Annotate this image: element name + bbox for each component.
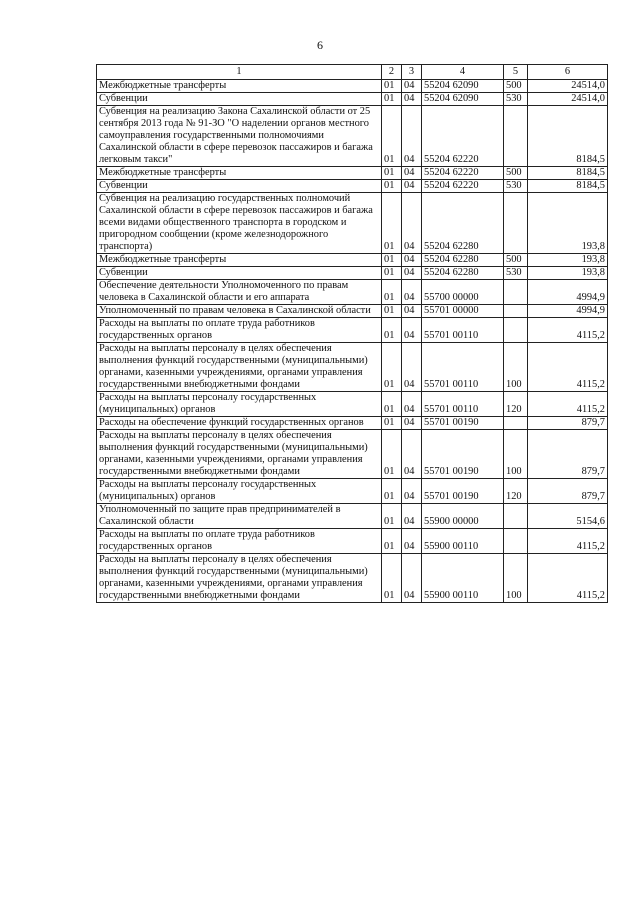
row-section-cell: 01 — [382, 254, 402, 267]
row-subsection-cell: 04 — [402, 180, 422, 193]
table-row — [97, 430, 608, 479]
table-row — [97, 193, 608, 254]
row-expense-type-cell — [504, 193, 528, 254]
row-target-code-cell: 55700 00000 — [422, 280, 504, 305]
row-section-cell: 01 — [382, 80, 402, 93]
row-expense-type-cell: 530 — [504, 267, 528, 280]
row-amount-cell: 193,8 — [528, 254, 608, 267]
row-amount-cell: 8184,5 — [528, 106, 608, 167]
row-target-code-cell: 55204 62090 — [422, 80, 504, 93]
row-section-cell: 01 — [382, 267, 402, 280]
page-number: 6 — [317, 38, 323, 52]
row-target-code-cell: 55900 00110 — [422, 529, 504, 554]
header-col-5: 5 — [504, 65, 528, 80]
row-amount-cell: 4994,9 — [528, 305, 608, 318]
row-amount-cell: 879,7 — [528, 479, 608, 504]
row-amount-cell: 4115,2 — [528, 343, 608, 392]
row-name-cell: Межбюджетные трансферты — [97, 167, 382, 180]
row-amount-cell: 193,8 — [528, 267, 608, 280]
row-subsection-cell: 04 — [402, 430, 422, 479]
table-row — [97, 305, 608, 318]
row-name-cell: Уполномоченный по правам человека в Сахалинской области — [97, 305, 382, 318]
table-row — [97, 504, 608, 529]
row-expense-type-cell — [504, 106, 528, 167]
row-expense-type-cell: 500 — [504, 254, 528, 267]
budget-table — [96, 64, 608, 603]
row-subsection-cell: 04 — [402, 167, 422, 180]
table-row — [97, 417, 608, 430]
row-target-code-cell: 55701 00110 — [422, 343, 504, 392]
row-subsection-cell: 04 — [402, 106, 422, 167]
row-section-cell: 01 — [382, 343, 402, 392]
row-target-code-cell: 55900 00000 — [422, 504, 504, 529]
row-target-code-cell: 55204 62220 — [422, 167, 504, 180]
row-subsection-cell: 04 — [402, 554, 422, 603]
row-expense-type-cell: 120 — [504, 479, 528, 504]
table-row — [97, 106, 608, 167]
row-name-cell: Обеспечение деятельности Уполномоченного по правам человека в Сахалинской области и его аппарата — [97, 280, 382, 305]
row-section-cell: 01 — [382, 430, 402, 479]
row-section-cell: 01 — [382, 554, 402, 603]
row-section-cell: 01 — [382, 167, 402, 180]
row-section-cell: 01 — [382, 392, 402, 417]
row-subsection-cell: 04 — [402, 343, 422, 392]
row-expense-type-cell: 500 — [504, 167, 528, 180]
row-subsection-cell: 04 — [402, 504, 422, 529]
row-name-cell: Расходы на выплаты персоналу в целях обеспечения выполнения функций государственными (муниципальными) органами, казенными учреждениями, органами управления государственными внебюджетными фондами — [97, 430, 382, 479]
row-target-code-cell: 55204 62280 — [422, 254, 504, 267]
table-row — [97, 318, 608, 343]
row-section-cell: 01 — [382, 106, 402, 167]
row-target-code-cell: 55204 62220 — [422, 106, 504, 167]
row-expense-type-cell: 120 — [504, 392, 528, 417]
table-row — [97, 180, 608, 193]
row-subsection-cell: 04 — [402, 80, 422, 93]
row-expense-type-cell: 100 — [504, 343, 528, 392]
header-col-1: 1 — [97, 65, 382, 80]
row-section-cell: 01 — [382, 93, 402, 106]
row-section-cell: 01 — [382, 305, 402, 318]
row-amount-cell: 879,7 — [528, 417, 608, 430]
row-subsection-cell: 04 — [402, 93, 422, 106]
row-target-code-cell: 55701 00190 — [422, 417, 504, 430]
table-row — [97, 267, 608, 280]
row-amount-cell: 8184,5 — [528, 180, 608, 193]
row-amount-cell: 193,8 — [528, 193, 608, 254]
table-row — [97, 280, 608, 305]
row-amount-cell: 4115,2 — [528, 392, 608, 417]
row-subsection-cell: 04 — [402, 318, 422, 343]
row-section-cell: 01 — [382, 479, 402, 504]
row-name-cell: Субвенция на реализацию Закона Сахалинской области от 25 сентября 2013 года № 91-ЗО "О наделении органов местного самоуправления государственными полномочиями Сахалинской области в сфере перевозок пассажиров и багажа легковым такси" — [97, 106, 382, 167]
row-target-code-cell: 55204 62280 — [422, 267, 504, 280]
row-target-code-cell: 55204 62220 — [422, 180, 504, 193]
row-target-code-cell: 55701 00000 — [422, 305, 504, 318]
row-name-cell: Субвенции — [97, 180, 382, 193]
table-row — [97, 529, 608, 554]
row-target-code-cell: 55900 00110 — [422, 554, 504, 603]
row-amount-cell: 5154,6 — [528, 504, 608, 529]
row-amount-cell: 24514,0 — [528, 80, 608, 93]
row-section-cell: 01 — [382, 318, 402, 343]
table-row — [97, 554, 608, 603]
row-expense-type-cell — [504, 417, 528, 430]
row-target-code-cell: 55701 00190 — [422, 479, 504, 504]
row-name-cell: Расходы на выплаты персоналу в целях обеспечения выполнения функций государственными (муниципальными) органами, казенными учреждениями, органами управления государственными внебюджетными фондами — [97, 343, 382, 392]
row-target-code-cell: 55204 62090 — [422, 93, 504, 106]
row-subsection-cell: 04 — [402, 254, 422, 267]
row-expense-type-cell: 530 — [504, 180, 528, 193]
row-expense-type-cell — [504, 504, 528, 529]
row-name-cell: Межбюджетные трансферты — [97, 80, 382, 93]
row-amount-cell: 24514,0 — [528, 93, 608, 106]
row-name-cell: Межбюджетные трансферты — [97, 254, 382, 267]
row-name-cell: Расходы на выплаты персоналу в целях обеспечения выполнения функций государственными (муниципальными) органами, казенными учреждениями, органами управления государственными внебюджетными фондами — [97, 554, 382, 603]
row-amount-cell: 879,7 — [528, 430, 608, 479]
row-subsection-cell: 04 — [402, 392, 422, 417]
table-header-row — [97, 65, 608, 80]
row-name-cell: Расходы на выплаты персоналу государственных (муниципальных) органов — [97, 479, 382, 504]
row-expense-type-cell — [504, 529, 528, 554]
row-section-cell: 01 — [382, 529, 402, 554]
row-section-cell: 01 — [382, 504, 402, 529]
row-section-cell: 01 — [382, 417, 402, 430]
row-name-cell: Уполномоченный по защите прав предпринимателей в Сахалинской области — [97, 504, 382, 529]
row-name-cell: Субвенция на реализацию государственных полномочий Сахалинской области в сфере перевозок пассажиров и багажа всеми видами общественного транспорта в городском и пригородном сообщении (кроме железнодорожного транспорта) — [97, 193, 382, 254]
row-name-cell: Расходы на обеспечение функций государственных органов — [97, 417, 382, 430]
row-subsection-cell: 04 — [402, 479, 422, 504]
row-section-cell: 01 — [382, 180, 402, 193]
row-name-cell: Расходы на выплаты персоналу государственных (муниципальных) органов — [97, 392, 382, 417]
row-amount-cell: 4115,2 — [528, 318, 608, 343]
row-name-cell: Субвенции — [97, 267, 382, 280]
header-col-4: 4 — [422, 65, 504, 80]
row-target-code-cell: 55701 00110 — [422, 318, 504, 343]
row-target-code-cell: 55701 00110 — [422, 392, 504, 417]
row-amount-cell: 8184,5 — [528, 167, 608, 180]
header-col-6: 6 — [528, 65, 608, 80]
table-row — [97, 479, 608, 504]
table-row — [97, 392, 608, 417]
row-expense-type-cell — [504, 318, 528, 343]
row-subsection-cell: 04 — [402, 529, 422, 554]
row-amount-cell: 4115,2 — [528, 529, 608, 554]
row-expense-type-cell: 500 — [504, 80, 528, 93]
row-name-cell: Расходы на выплаты по оплате труда работников государственных органов — [97, 529, 382, 554]
row-subsection-cell: 04 — [402, 280, 422, 305]
row-name-cell: Расходы на выплаты по оплате труда работников государственных органов — [97, 318, 382, 343]
header-col-3: 3 — [402, 65, 422, 80]
row-amount-cell: 4994,9 — [528, 280, 608, 305]
row-amount-cell: 4115,2 — [528, 554, 608, 603]
table-row — [97, 93, 608, 106]
table-row — [97, 167, 608, 180]
row-target-code-cell: 55701 00190 — [422, 430, 504, 479]
row-section-cell: 01 — [382, 193, 402, 254]
row-subsection-cell: 04 — [402, 267, 422, 280]
row-subsection-cell: 04 — [402, 417, 422, 430]
row-subsection-cell: 04 — [402, 193, 422, 254]
row-expense-type-cell: 100 — [504, 430, 528, 479]
row-name-cell: Субвенции — [97, 93, 382, 106]
header-col-2: 2 — [382, 65, 402, 80]
row-subsection-cell: 04 — [402, 305, 422, 318]
table-row — [97, 343, 608, 392]
table-row — [97, 254, 608, 267]
row-section-cell: 01 — [382, 280, 402, 305]
table-row — [97, 80, 608, 93]
row-expense-type-cell — [504, 305, 528, 318]
row-expense-type-cell — [504, 280, 528, 305]
row-expense-type-cell: 100 — [504, 554, 528, 603]
row-target-code-cell: 55204 62280 — [422, 193, 504, 254]
row-expense-type-cell: 530 — [504, 93, 528, 106]
